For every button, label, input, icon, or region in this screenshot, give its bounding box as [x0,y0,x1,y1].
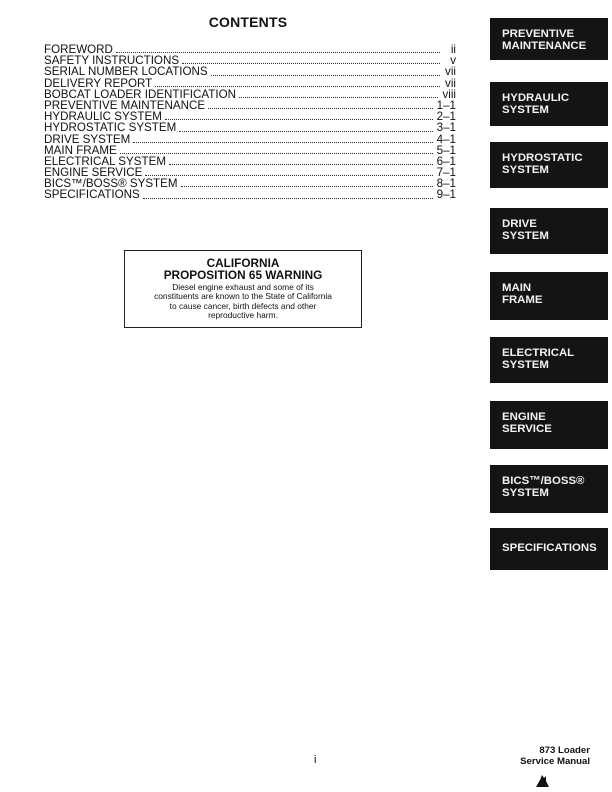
section-tab-electrical-system[interactable] [490,337,608,383]
toc-entry-label: BICS™/BOSS® SYSTEM [44,177,178,191]
dot-leader [179,130,432,132]
section-tab-label: SPECIFICATIONS [502,542,597,554]
table-of-contents [44,44,456,201]
dot-leader [208,107,433,109]
toc-entry-page: 8–1 [436,177,456,191]
dot-leader [120,152,433,154]
warning-title-line-1: CALIFORNIA [206,256,280,270]
dot-leader [143,197,433,199]
toc-entry-label: DELIVERY REPORT [44,76,153,90]
toc-entry-serial-number-locations[interactable] [44,66,456,77]
toc-entry-label: FOREWORD [44,43,113,56]
toc-entry-page: ii [450,43,456,56]
prop65-warning-box [124,250,362,328]
toc-entry-label: HYDRAULIC SYSTEM [44,110,162,124]
toc-entry-page: 4–1 [436,132,456,146]
toc-entry-label: ENGINE SERVICE [44,166,143,180]
section-tab-label: PREVENTIVE MAINTENANCE [502,28,587,52]
dot-leader [116,51,440,53]
manual-model: 873 Loader [539,745,590,756]
toc-entry-page: 3–1 [436,121,456,135]
section-tab-label: ELECTRICAL SYSTEM [502,347,575,371]
dot-leader [133,141,432,143]
toc-entry-page: vii [445,65,456,79]
page-number: i [314,754,317,766]
toc-entry-label: HYDROSTATIC SYSTEM [44,121,177,135]
dot-leader [169,163,433,165]
toc-entry-label: BOBCAT LOADER IDENTIFICATION [44,87,236,101]
toc-entry-page: 9–1 [436,188,456,202]
toc-entry-page: 6–1 [436,154,456,168]
section-tab-bics-boss-system[interactable] [490,465,608,513]
toc-entry-page: vii [445,76,456,90]
toc-entry-hydrostatic-system[interactable] [44,122,456,133]
bobcat-logo-icon [534,772,550,788]
warning-body-line: constituents are known to the State of California [154,291,332,302]
warning-title-line-2: PROPOSITION 65 WARNING [163,268,323,282]
toc-entry-specifications[interactable] [44,189,456,200]
warning-body [125,283,361,321]
toc-entry-page: 2–1 [436,110,456,124]
warning-body-line: Diesel engine exhaust and some of its [172,282,314,292]
manual-type: Service Manual [520,756,590,767]
dot-leader [165,118,433,120]
section-tab-drive-system[interactable] [490,208,608,254]
toc-entry-label: SPECIFICATIONS [44,188,140,202]
section-tab-main-frame[interactable] [490,272,608,320]
dot-leader [145,174,432,176]
section-tab-label: BICS™/BOSS® SYSTEM [502,475,585,499]
dot-leader [211,74,440,76]
dot-leader [181,185,433,187]
warning-body-line: to cause cancer, birth defects and other [169,300,317,311]
toc-entry-label: SAFETY INSTRUCTIONS [44,54,180,68]
section-tab-preventive-maintenance[interactable] [490,18,608,60]
manual-title [520,745,590,767]
toc-entry-page: v [450,54,456,68]
toc-entry-page: 5–1 [436,143,456,157]
toc-entry-label: ELECTRICAL SYSTEM [44,154,166,168]
dot-leader [155,85,440,87]
section-tab-label: ENGINE SERVICE [502,411,552,435]
section-tab-hydrostatic-system[interactable] [490,142,608,188]
section-tab-engine-service[interactable] [490,401,608,449]
toc-entry-page: 1–1 [436,98,456,112]
toc-entry-label: PREVENTIVE MAINTENANCE [44,98,206,112]
toc-entry-label: SERIAL NUMBER LOCATIONS [44,65,208,79]
warning-body-line: reproductive harm. [208,310,278,321]
section-tab-label: HYDRAULIC SYSTEM [502,92,570,116]
section-tab-specifications[interactable] [490,528,608,570]
toc-entry-page: 7–1 [436,166,456,180]
toc-entry-label: DRIVE SYSTEM [44,132,131,146]
section-tab-label: DRIVE SYSTEM [502,218,549,242]
section-tab-hydraulic-system[interactable] [490,82,608,126]
toc-entry-page: viii [442,87,456,101]
section-tab-label: HYDROSTATIC SYSTEM [502,152,583,176]
dot-leader [239,96,439,98]
toc-entry-label: MAIN FRAME [44,143,117,157]
section-tab-label: MAIN FRAME [502,282,543,306]
contents-title: CONTENTS [208,14,288,30]
dot-leader [182,62,440,64]
toc-entry-drive-system[interactable] [44,134,456,145]
